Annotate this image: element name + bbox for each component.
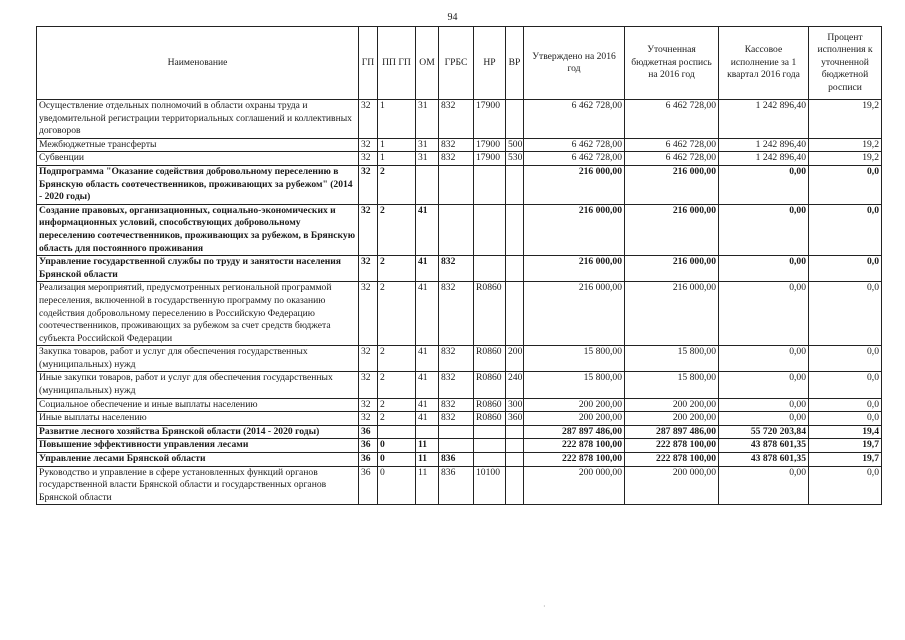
cell-refined: 200 000,00 — [625, 466, 719, 505]
cell-approved: 216 000,00 — [524, 282, 625, 346]
cell-approved: 15 800,00 — [524, 346, 625, 372]
cell-name: Руководство и управление в сфере установленных функций органов государственной власти Брянской области и государственных органов Брянской области — [37, 466, 359, 505]
header-name: Наименование — [37, 27, 359, 100]
cell-percent: 19,7 — [809, 453, 882, 467]
cell-ppgp: 1 — [378, 152, 416, 166]
cell-ppgp: 2 — [378, 165, 416, 204]
cell-grbs: 832 — [439, 372, 474, 398]
cell-refined: 200 200,00 — [625, 412, 719, 426]
cell-ppgp: 1 — [378, 138, 416, 152]
cell-gp: 32 — [359, 282, 378, 346]
cell-np: R0860 — [474, 282, 506, 346]
cell-name: Создание правовых, организационных, социально-экономических и информационных условий, способствующих добровольному переселению соотечественников, проживающих за рубежом, в Брянскую область для постоянного проживания — [37, 204, 359, 255]
cell-cash: 0,00 — [719, 466, 809, 505]
cell-name: Управление государственной службы по труду и занятости населения Брянской области — [37, 256, 359, 282]
cell-grbs: 832 — [439, 282, 474, 346]
cell-cash: 0,00 — [719, 398, 809, 412]
header-grbs: ГРБС — [439, 27, 474, 100]
cell-np: R0860 — [474, 412, 506, 426]
cell-grbs — [439, 425, 474, 439]
table-row — [37, 138, 882, 152]
cell-approved: 15 800,00 — [524, 372, 625, 398]
table-row — [37, 165, 882, 204]
cell-approved: 216 000,00 — [524, 256, 625, 282]
table-row — [37, 372, 882, 398]
cell-grbs — [439, 165, 474, 204]
cell-vr: 360 — [506, 412, 524, 426]
cell-vr — [506, 425, 524, 439]
cell-ppgp: 2 — [378, 346, 416, 372]
header-refined: Уточненная бюджетная роспись на 2016 год — [625, 27, 719, 100]
cell-np: 17900 — [474, 138, 506, 152]
cell-np — [474, 256, 506, 282]
cell-approved: 216 000,00 — [524, 204, 625, 255]
cell-vr — [506, 466, 524, 505]
cell-refined: 287 897 486,00 — [625, 425, 719, 439]
budget-execution-table — [36, 26, 882, 505]
cell-om: 41 — [416, 204, 439, 255]
cell-vr: 240 — [506, 372, 524, 398]
cell-om: 31 — [416, 152, 439, 166]
cell-percent: 0,0 — [809, 412, 882, 426]
cell-name: Развитие лесного хозяйства Брянской области (2014 - 2020 годы) — [37, 425, 359, 439]
cell-gp: 32 — [359, 372, 378, 398]
cell-name: Межбюджетные трансферты — [37, 138, 359, 152]
cell-refined: 6 462 728,00 — [625, 100, 719, 139]
table-row — [37, 466, 882, 505]
cell-percent: 0,0 — [809, 165, 882, 204]
cell-gp: 36 — [359, 466, 378, 505]
cell-om: 31 — [416, 100, 439, 139]
table-row — [37, 453, 882, 467]
cell-ppgp: 1 — [378, 100, 416, 139]
cell-grbs — [439, 439, 474, 453]
cell-np — [474, 425, 506, 439]
cell-refined: 216 000,00 — [625, 256, 719, 282]
header-percent: Процент исполнения к уточненной бюджетной росписи — [809, 27, 882, 100]
cell-vr — [506, 100, 524, 139]
cell-approved: 222 878 100,00 — [524, 439, 625, 453]
cell-percent: 19,4 — [809, 425, 882, 439]
cell-approved: 287 897 486,00 — [524, 425, 625, 439]
cell-gp: 36 — [359, 425, 378, 439]
cell-grbs: 832 — [439, 138, 474, 152]
header-cash: Кассовое исполнение за 1 квартал 2016 года — [719, 27, 809, 100]
cell-gp: 32 — [359, 398, 378, 412]
cell-approved: 6 462 728,00 — [524, 100, 625, 139]
cell-np: R0860 — [474, 346, 506, 372]
cell-cash: 0,00 — [719, 346, 809, 372]
cell-ppgp: 2 — [378, 204, 416, 255]
cell-ppgp: 2 — [378, 398, 416, 412]
cell-name: Подпрограмма "Оказание содействия добровольному переселению в Брянскую область соотечественников, проживающих за рубежом" (2014 - 2020 годы) — [37, 165, 359, 204]
cell-grbs: 832 — [439, 398, 474, 412]
cell-vr — [506, 165, 524, 204]
cell-cash: 1 242 896,40 — [719, 152, 809, 166]
cell-refined: 216 000,00 — [625, 282, 719, 346]
table-row — [37, 256, 882, 282]
cell-refined: 200 200,00 — [625, 398, 719, 412]
header-ppgp: ПП ГП — [378, 27, 416, 100]
table-row — [37, 425, 882, 439]
cell-name: Повышение эффективности управления лесами — [37, 439, 359, 453]
cell-om: 41 — [416, 256, 439, 282]
cell-vr — [506, 204, 524, 255]
cell-np — [474, 439, 506, 453]
cell-om: 11 — [416, 466, 439, 505]
cell-grbs: 832 — [439, 412, 474, 426]
header-np: НР — [474, 27, 506, 100]
cell-cash: 0,00 — [719, 372, 809, 398]
cell-om: 41 — [416, 346, 439, 372]
scan-speck: · — [543, 602, 546, 611]
cell-approved: 6 462 728,00 — [524, 138, 625, 152]
cell-grbs: 832 — [439, 346, 474, 372]
header-row — [37, 27, 882, 100]
cell-refined: 216 000,00 — [625, 165, 719, 204]
cell-percent: 0,0 — [809, 282, 882, 346]
cell-approved: 200 200,00 — [524, 398, 625, 412]
table-row — [37, 346, 882, 372]
cell-om — [416, 425, 439, 439]
cell-name: Субвенции — [37, 152, 359, 166]
cell-cash: 0,00 — [719, 256, 809, 282]
table-row — [37, 100, 882, 139]
cell-om — [416, 165, 439, 204]
cell-percent: 19,7 — [809, 439, 882, 453]
cell-name: Иные выплаты населению — [37, 412, 359, 426]
cell-gp: 32 — [359, 165, 378, 204]
cell-grbs: 832 — [439, 256, 474, 282]
cell-cash: 55 720 203,84 — [719, 425, 809, 439]
cell-gp: 32 — [359, 346, 378, 372]
cell-refined: 15 800,00 — [625, 372, 719, 398]
cell-refined: 15 800,00 — [625, 346, 719, 372]
cell-name: Социальное обеспечение и иные выплаты населению — [37, 398, 359, 412]
cell-cash: 43 878 601,35 — [719, 439, 809, 453]
cell-vr — [506, 282, 524, 346]
cell-vr — [506, 453, 524, 467]
header-gp: ГП — [359, 27, 378, 100]
cell-ppgp: 0 — [378, 453, 416, 467]
cell-np: 17900 — [474, 152, 506, 166]
cell-np: R0860 — [474, 372, 506, 398]
cell-ppgp: 2 — [378, 282, 416, 346]
cell-np — [474, 165, 506, 204]
cell-percent: 0,0 — [809, 346, 882, 372]
cell-approved: 216 000,00 — [524, 165, 625, 204]
cell-np — [474, 204, 506, 255]
table-row — [37, 282, 882, 346]
cell-om: 11 — [416, 439, 439, 453]
cell-np: 17900 — [474, 100, 506, 139]
cell-gp: 32 — [359, 256, 378, 282]
cell-np — [474, 453, 506, 467]
cell-refined: 222 878 100,00 — [625, 453, 719, 467]
cell-refined: 216 000,00 — [625, 204, 719, 255]
cell-om: 41 — [416, 398, 439, 412]
cell-om: 41 — [416, 372, 439, 398]
cell-gp: 36 — [359, 439, 378, 453]
cell-vr: 300 — [506, 398, 524, 412]
cell-grbs: 836 — [439, 453, 474, 467]
cell-percent: 19,2 — [809, 152, 882, 166]
cell-cash: 0,00 — [719, 204, 809, 255]
cell-name: Управление лесами Брянской области — [37, 453, 359, 467]
cell-ppgp: 0 — [378, 466, 416, 505]
cell-name: Закупка товаров, работ и услуг для обеспечения государственных (муниципальных) нужд — [37, 346, 359, 372]
cell-om: 41 — [416, 412, 439, 426]
header-vr: ВР — [506, 27, 524, 100]
header-om: ОМ — [416, 27, 439, 100]
cell-ppgp: 2 — [378, 412, 416, 426]
cell-percent: 0,0 — [809, 398, 882, 412]
cell-refined: 222 878 100,00 — [625, 439, 719, 453]
cell-vr — [506, 439, 524, 453]
cell-grbs: 836 — [439, 466, 474, 505]
cell-cash: 0,00 — [719, 412, 809, 426]
cell-vr: 530 — [506, 152, 524, 166]
cell-name: Осуществление отдельных полномочий в области охраны труда и уведомительной регистрации территориальных соглашений и коллективных договоров — [37, 100, 359, 139]
cell-cash: 0,00 — [719, 165, 809, 204]
table-row — [37, 439, 882, 453]
cell-approved: 200 000,00 — [524, 466, 625, 505]
cell-ppgp: 2 — [378, 372, 416, 398]
cell-approved: 222 878 100,00 — [524, 453, 625, 467]
cell-grbs: 832 — [439, 100, 474, 139]
cell-percent: 0,0 — [809, 204, 882, 255]
cell-gp: 32 — [359, 152, 378, 166]
cell-percent: 0,0 — [809, 466, 882, 505]
table-row — [37, 204, 882, 255]
cell-vr — [506, 256, 524, 282]
cell-ppgp: 2 — [378, 256, 416, 282]
cell-percent: 0,0 — [809, 372, 882, 398]
cell-cash: 0,00 — [719, 282, 809, 346]
table-row — [37, 152, 882, 166]
cell-name: Реализация мероприятий, предусмотренных региональной программой переселения, включенной в государственную программу по оказанию содействия добровольному переселению в Российскую Федерацию соотечественников, проживающих за рубежом за счет средств бюджета субъекта Российской Федерации — [37, 282, 359, 346]
cell-np: R0860 — [474, 398, 506, 412]
cell-om: 41 — [416, 282, 439, 346]
cell-refined: 6 462 728,00 — [625, 152, 719, 166]
table-row — [37, 412, 882, 426]
table-row — [37, 398, 882, 412]
cell-percent: 19,2 — [809, 138, 882, 152]
cell-np: 10100 — [474, 466, 506, 505]
cell-om: 11 — [416, 453, 439, 467]
cell-percent: 19,2 — [809, 100, 882, 139]
cell-grbs: 832 — [439, 152, 474, 166]
header-approved: Утверждено на 2016 год — [524, 27, 625, 100]
cell-om: 31 — [416, 138, 439, 152]
cell-gp: 36 — [359, 453, 378, 467]
cell-name: Иные закупки товаров, работ и услуг для обеспечения государственных (муниципальных) нужд — [37, 372, 359, 398]
page-number: 94 — [447, 12, 458, 23]
cell-ppgp — [378, 425, 416, 439]
cell-gp: 32 — [359, 204, 378, 255]
cell-grbs — [439, 204, 474, 255]
cell-approved: 6 462 728,00 — [524, 152, 625, 166]
cell-vr: 500 — [506, 138, 524, 152]
cell-gp: 32 — [359, 100, 378, 139]
cell-vr: 200 — [506, 346, 524, 372]
cell-cash: 1 242 896,40 — [719, 138, 809, 152]
cell-cash: 43 878 601,35 — [719, 453, 809, 467]
cell-ppgp: 0 — [378, 439, 416, 453]
cell-refined: 6 462 728,00 — [625, 138, 719, 152]
cell-percent: 0,0 — [809, 256, 882, 282]
cell-gp: 32 — [359, 138, 378, 152]
cell-cash: 1 242 896,40 — [719, 100, 809, 139]
cell-gp: 32 — [359, 412, 378, 426]
cell-approved: 200 200,00 — [524, 412, 625, 426]
